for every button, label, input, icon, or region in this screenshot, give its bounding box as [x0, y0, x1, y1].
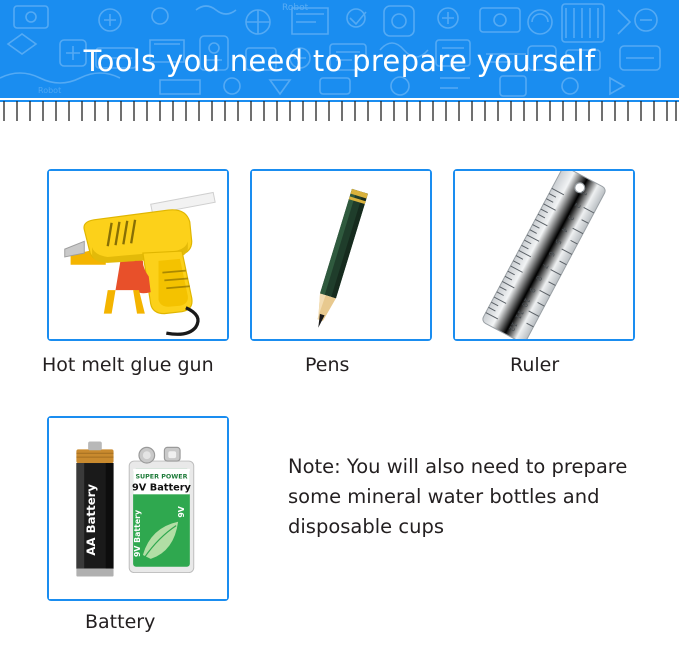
caption-battery: Battery: [85, 611, 156, 633]
caption-glue-gun: Hot melt glue gun: [42, 354, 214, 376]
tool-card-pens: [250, 169, 432, 341]
nine-volt-brand-label: SUPER POWER: [135, 473, 188, 481]
steel-ruler-icon: [455, 171, 633, 339]
svg-text:4: 4: [559, 225, 570, 235]
svg-text:5: 5: [553, 237, 564, 247]
caption-ruler: Ruler: [510, 354, 560, 376]
tool-card-glue-gun: [47, 169, 229, 341]
nine-volt-name-label: 9V Battery: [132, 482, 191, 494]
svg-text:Robot: Robot: [38, 86, 62, 95]
svg-text:2: 2: [572, 201, 583, 210]
svg-text:7: 7: [540, 261, 551, 271]
batteries-icon: [49, 418, 227, 599]
page-title: Tools you need to prepare yourself: [83, 44, 596, 78]
svg-text:1: 1: [578, 189, 589, 198]
perforation-ticks: [0, 101, 679, 123]
svg-text:Robot: Robot: [282, 3, 309, 13]
tool-card-ruler: [453, 169, 635, 341]
svg-text:12: 12: [506, 320, 520, 334]
aa-battery-label: AA Battery: [83, 483, 98, 556]
svg-text:11: 11: [513, 308, 526, 321]
nine-volt-side-label: 9V Battery: [132, 509, 142, 558]
content-area: [0, 134, 679, 649]
hot-melt-glue-gun-icon: [49, 171, 227, 339]
svg-text:9: 9: [527, 286, 538, 295]
svg-text:6: 6: [546, 249, 557, 259]
pencil-icon: [252, 171, 430, 339]
note-text: Note: You will also need to prepare some mineral water bottles and disposable cups: [288, 455, 628, 538]
nine-volt-top-label: 9V: [176, 506, 186, 518]
tool-card-battery: [47, 416, 229, 601]
page-header: [0, 0, 679, 98]
svg-text:3: 3: [565, 213, 577, 222]
svg-text:10: 10: [519, 296, 533, 309]
caption-pens: Pens: [305, 354, 350, 376]
perforation-strip: [0, 98, 679, 134]
svg-text:8: 8: [533, 274, 545, 283]
